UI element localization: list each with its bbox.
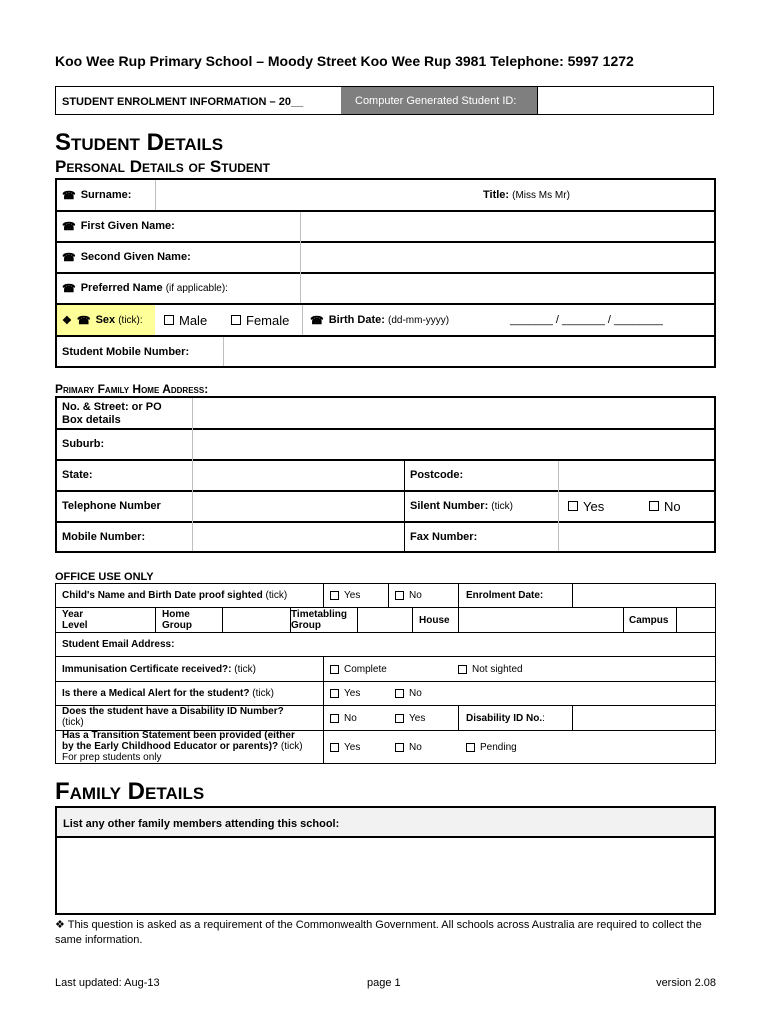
- student-details-title: Student Details: [55, 129, 224, 156]
- medical-no-checkbox[interactable]: [395, 689, 404, 698]
- mobile-label: Mobile Number:: [62, 530, 146, 543]
- family-members-input[interactable]: [55, 836, 716, 915]
- male-option[interactable]: Male: [164, 305, 207, 335]
- sex-label: ❖ ☎ Sex (tick):: [62, 314, 143, 327]
- mobile-input[interactable]: [193, 523, 403, 550]
- personal-details-title: Personal Details of Student: [55, 157, 270, 176]
- footnote: ❖ This question is asked as a requirement of the Commonwealth Government. All schools across Australia are required to collect the same information.: [55, 919, 702, 946]
- silent-yes-option[interactable]: Yes: [568, 491, 604, 521]
- disability-no-option[interactable]: No: [330, 706, 357, 730]
- phone-icon: ☎: [62, 220, 76, 233]
- version: version 2.08: [656, 977, 716, 989]
- pending-checkbox[interactable]: [466, 743, 475, 752]
- state-input[interactable]: [193, 461, 403, 489]
- medical-no-option[interactable]: No: [395, 682, 422, 705]
- transition-no-checkbox[interactable]: [395, 743, 404, 752]
- transition-label: Has a Transition Statement been provided (either by the Early Childhood Educator or parents)? (tick) For prep students only: [62, 730, 303, 763]
- fax-label: Fax Number:: [410, 530, 478, 543]
- disability-id-input[interactable]: [573, 706, 715, 730]
- street-label: No. & Street: or PO Box details: [62, 401, 162, 426]
- student-id-input[interactable]: [537, 87, 713, 114]
- home-group-label: Home Group: [162, 609, 192, 631]
- state-label: State:: [62, 469, 93, 481]
- birth-date-label: ☎ Birth Date: (dd-mm-yyyy): [310, 314, 450, 327]
- female-checkbox[interactable]: [231, 315, 241, 325]
- medical-yes-checkbox[interactable]: [330, 689, 339, 698]
- proof-sighted-label: Child's Name and Birth Date proof sighted (tick): [62, 590, 288, 601]
- phone-icon: ☎: [310, 314, 324, 327]
- disability-yes-checkbox[interactable]: [395, 714, 404, 723]
- disability-no-checkbox[interactable]: [330, 714, 339, 723]
- year-level-label: Year Level: [62, 609, 88, 631]
- student-mobile-input[interactable]: [224, 338, 713, 365]
- immunisation-not-sighted-option[interactable]: Not sighted: [458, 657, 523, 681]
- proof-no-checkbox[interactable]: [395, 591, 404, 600]
- student-id-label: Computer Generated Student ID:: [355, 95, 517, 107]
- telephone-input[interactable]: [193, 492, 403, 520]
- campus-input[interactable]: [677, 608, 715, 632]
- student-email-input[interactable]: [200, 633, 714, 656]
- house-label: House: [419, 614, 450, 626]
- second-name-input[interactable]: [301, 243, 713, 271]
- silent-yes-checkbox[interactable]: [568, 501, 578, 511]
- student-id-box: [341, 87, 537, 114]
- diamond-icon: ❖: [55, 919, 68, 931]
- home-group-input[interactable]: [223, 608, 289, 632]
- timetabling-group-label: Timetabling Group: [291, 609, 347, 631]
- office-use-title: OFFICE USE ONLY: [55, 571, 154, 583]
- year-level-input[interactable]: [100, 608, 154, 632]
- proof-yes-option[interactable]: Yes: [330, 584, 360, 607]
- phone-icon: ☎: [62, 189, 76, 202]
- enrolment-info-label: STUDENT ENROLMENT INFORMATION – 20__: [62, 96, 304, 108]
- silent-no-checkbox[interactable]: [649, 501, 659, 511]
- medical-alert-label: Is there a Medical Alert for the student? (tick): [62, 688, 274, 699]
- family-details-title: Family Details: [55, 778, 205, 805]
- home-address-title: Primary Family Home Address:: [55, 382, 209, 396]
- silent-no-option[interactable]: No: [649, 491, 681, 521]
- immunisation-label: Immunisation Certificate received?: (tick): [62, 663, 256, 675]
- street-input[interactable]: [193, 398, 714, 428]
- disability-label: Does the student have a Disability ID Number? (tick): [62, 706, 284, 728]
- disability-id-label: Disability ID No. :: [466, 712, 545, 724]
- student-mobile-label: Student Mobile Number:: [62, 345, 190, 358]
- complete-checkbox[interactable]: [330, 665, 339, 674]
- telephone-label: Telephone Number: [62, 500, 161, 512]
- not-sighted-checkbox[interactable]: [458, 665, 467, 674]
- diamond-icon: ❖: [62, 314, 72, 327]
- enrolment-bar: [55, 86, 714, 115]
- enrolment-date-input[interactable]: [573, 585, 715, 607]
- suburb-input[interactable]: [193, 430, 714, 458]
- last-updated: Last updated: Aug-13: [55, 977, 160, 989]
- fax-input[interactable]: [559, 523, 714, 550]
- family-members-header: [55, 806, 716, 838]
- phone-icon: ☎: [62, 282, 76, 295]
- proof-yes-checkbox[interactable]: [330, 591, 339, 600]
- transition-pending-option[interactable]: Pending: [466, 731, 517, 764]
- school-header: Koo Wee Rup Primary School – Moody Street Koo Wee Rup 3981 Telephone: 5997 1272: [55, 53, 634, 69]
- first-name-label: ☎ First Given Name:: [62, 220, 175, 233]
- enrolment-date-label: Enrolment Date:: [466, 590, 544, 601]
- postcode-input[interactable]: [559, 461, 714, 489]
- female-option[interactable]: Female: [231, 305, 289, 335]
- immunisation-complete-option[interactable]: Complete: [330, 657, 387, 681]
- postcode-label: Postcode:: [410, 469, 464, 481]
- student-email-label: Student Email Address:: [62, 639, 175, 650]
- preferred-name-label: ☎ Preferred Name (if applicable):: [62, 282, 228, 295]
- phone-icon: ☎: [62, 251, 76, 264]
- preferred-name-input[interactable]: [301, 274, 713, 302]
- second-name-label: ☎ Second Given Name:: [62, 251, 191, 264]
- medical-yes-option[interactable]: Yes: [330, 682, 360, 705]
- page-number: page 1: [367, 977, 401, 989]
- surname-input[interactable]: [156, 181, 476, 209]
- surname-label: ☎ Surname:: [62, 189, 132, 202]
- house-input[interactable]: [459, 608, 622, 632]
- title-field: Title: (Miss Ms Mr): [483, 189, 570, 201]
- timetabling-group-input[interactable]: [358, 608, 411, 632]
- suburb-label: Suburb:: [62, 438, 105, 450]
- male-checkbox[interactable]: [164, 315, 174, 325]
- phone-icon: ☎: [76, 314, 91, 327]
- birth-date-input[interactable]: _______ / _______ / ________: [510, 314, 663, 326]
- disability-yes-option[interactable]: Yes: [395, 706, 425, 730]
- transition-no-option[interactable]: No: [395, 731, 422, 764]
- first-name-input[interactable]: [301, 212, 713, 240]
- proof-no-option[interactable]: No: [395, 584, 422, 607]
- silent-number-label: Silent Number: (tick): [410, 500, 513, 512]
- transition-yes-checkbox[interactable]: [330, 743, 339, 752]
- family-members-label: List any other family members attending this school:: [63, 818, 340, 830]
- transition-yes-option[interactable]: Yes: [330, 731, 360, 764]
- campus-label: Campus: [629, 614, 669, 626]
